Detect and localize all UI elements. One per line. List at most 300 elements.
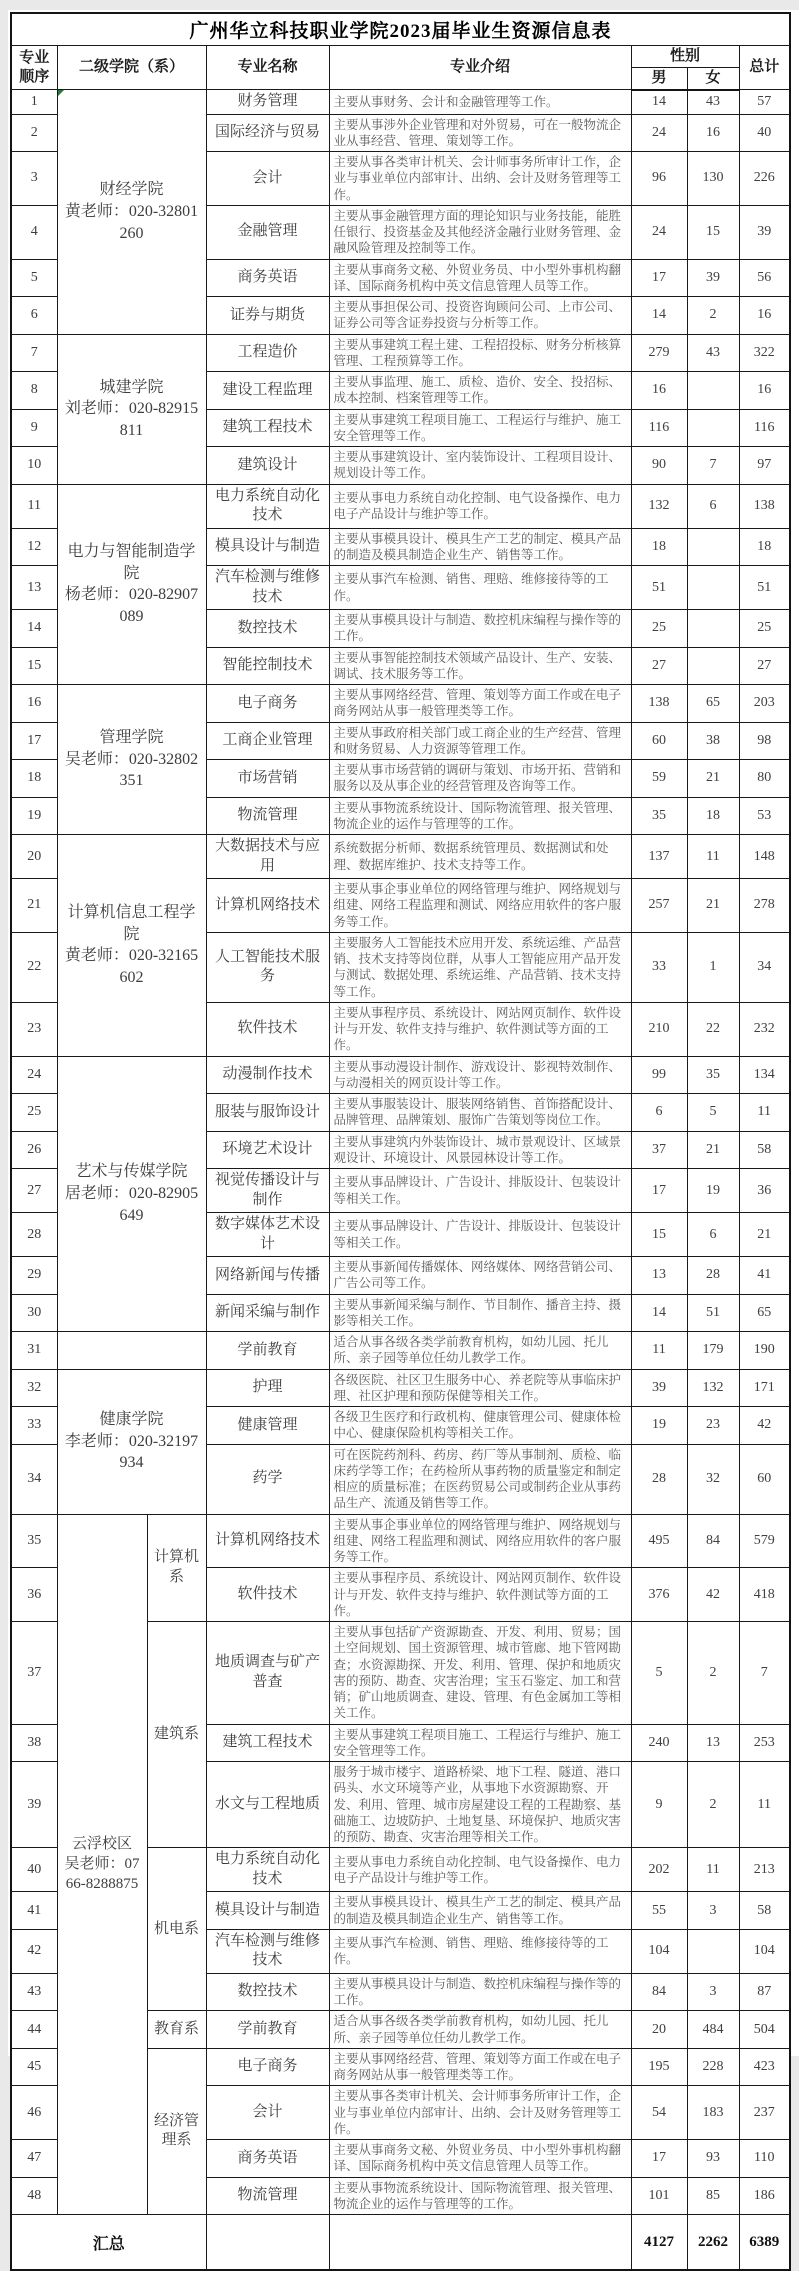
total-cell: 7 [739, 1622, 790, 1725]
header-total: 总计 [739, 46, 790, 90]
college-contact: 黄老师：020-32165602 [64, 947, 199, 986]
male-cell: 33 [631, 932, 687, 1002]
intro-cell: 服务于城市楼宇、道路桥梁、地下工程、隧道、港口码头、水文环境等产业，从事地下水资源勘察、开发、利用、管理、城市房屋建设工程的工程勘察、基础施工、边坡防护、土地复垦、环境保护、地质灾害的预防、勘查、灾害治理等相关工作。 [329, 1762, 631, 1848]
female-cell: 19 [687, 1169, 739, 1213]
major-cell: 计算机网络技术 [206, 879, 329, 933]
major-cell: 视觉传播设计与制作 [206, 1169, 329, 1213]
header-intro: 专业介绍 [329, 46, 631, 90]
college-cell [57, 835, 206, 1057]
total-cell: 504 [739, 2011, 790, 2049]
major-cell: 会计 [206, 152, 329, 206]
female-cell: 130 [687, 152, 739, 206]
order-cell: 31 [11, 1332, 57, 1370]
female-cell: 179 [687, 1332, 739, 1370]
male-cell: 257 [631, 879, 687, 933]
order-cell: 21 [11, 879, 57, 933]
male-cell: 37 [631, 1131, 687, 1169]
order-cell: 37 [11, 1622, 57, 1725]
major-cell: 软件技术 [206, 1568, 329, 1622]
intro-cell: 主要从事建筑工程项目施工、工程运行与维护、施工安全管理等工作。 [329, 409, 631, 447]
order-cell: 8 [11, 372, 57, 410]
header-gender: 性别 [631, 46, 739, 68]
major-cell: 市场营销 [206, 760, 329, 798]
major-cell: 商务英语 [206, 2140, 329, 2178]
male-cell: 17 [631, 259, 687, 297]
total-cell: 11 [739, 1762, 790, 1848]
total-cell: 60 [739, 1444, 790, 1514]
order-cell: 14 [11, 610, 57, 648]
title-row [11, 13, 790, 46]
major-cell: 软件技术 [206, 1002, 329, 1056]
female-cell: 85 [687, 2177, 739, 2215]
major-cell: 健康管理 [206, 1407, 329, 1445]
male-cell: 96 [631, 152, 687, 206]
total-cell: 418 [739, 1568, 790, 1622]
male-cell: 18 [631, 528, 687, 566]
header-male: 男 [631, 67, 687, 89]
order-cell: 12 [11, 528, 57, 566]
major-cell: 金融管理 [206, 205, 329, 259]
female-cell: 15 [687, 205, 739, 259]
female-cell: 22 [687, 1002, 739, 1056]
male-cell: 14 [631, 90, 687, 115]
table-row [11, 685, 790, 723]
major-cell: 电子商务 [206, 685, 329, 723]
female-cell: 6 [687, 484, 739, 528]
order-cell: 6 [11, 297, 57, 335]
dept-cell: 经济管理系 [147, 2048, 206, 2214]
order-cell: 43 [11, 1973, 57, 2011]
major-cell: 护理 [206, 1369, 329, 1407]
major-cell: 建设工程监理 [206, 372, 329, 410]
total-cell: 41 [739, 1257, 790, 1295]
intro-cell: 主要从事程序员、系统设计、网站网页制作、软件设计与开发、软件支持与维护、软件测试等方面的工作。 [329, 1568, 631, 1622]
total-cell: 579 [739, 1514, 790, 1568]
female-cell: 21 [687, 760, 739, 798]
intro-cell: 适合从事各级各类学前教育机构，如幼儿园、托儿所、亲子园等单位任幼儿教学工作。 [329, 2011, 631, 2049]
female-cell: 16 [687, 114, 739, 152]
total-cell: 51 [739, 566, 790, 610]
major-cell: 建筑设计 [206, 447, 329, 485]
total-cell: 237 [739, 2086, 790, 2140]
total-cell: 21 [739, 1213, 790, 1257]
table-row [11, 334, 790, 372]
campus-cell [57, 1514, 147, 2215]
intro-cell: 主要从事企事业单位的网络管理与维护、网络规划与组建、网络工程监理和测试、网络应用软件的客户服务等工作。 [329, 879, 631, 933]
total-cell: 278 [739, 879, 790, 933]
male-cell: 24 [631, 114, 687, 152]
male-cell: 104 [631, 1929, 687, 1973]
major-cell: 新闻采编与制作 [206, 1294, 329, 1332]
college-cell [57, 334, 206, 484]
total-cell: 97 [739, 447, 790, 485]
major-cell: 数控技术 [206, 610, 329, 648]
order-cell: 2 [11, 114, 57, 152]
major-cell: 地质调查与矿产普查 [206, 1622, 329, 1725]
female-cell: 13 [687, 1724, 739, 1762]
major-cell: 数字媒体艺术设计 [206, 1213, 329, 1257]
order-cell: 35 [11, 1514, 57, 1568]
order-cell: 20 [11, 835, 57, 879]
male-cell: 24 [631, 205, 687, 259]
total-cell: 58 [739, 1892, 790, 1930]
intro-cell: 主要从事智能控制技术领域产品设计、生产、安装、调试、技术服务等工作。 [329, 647, 631, 685]
total-cell: 213 [739, 1848, 790, 1892]
major-cell: 电子商务 [206, 2048, 329, 2086]
order-cell: 42 [11, 1929, 57, 1973]
college-cell [57, 90, 206, 335]
male-cell: 17 [631, 2140, 687, 2178]
major-cell: 模具设计与制造 [206, 1892, 329, 1930]
total-cell: 148 [739, 835, 790, 879]
order-cell: 10 [11, 447, 57, 485]
intro-cell: 主要从事建筑工程项目施工、工程运行与维护、施工安全管理等工作。 [329, 1724, 631, 1762]
order-cell: 41 [11, 1892, 57, 1930]
table-row [11, 1056, 790, 1094]
major-cell: 计算机网络技术 [206, 1514, 329, 1568]
major-cell: 数控技术 [206, 1973, 329, 2011]
header-major: 专业名称 [206, 46, 329, 90]
major-cell: 国际经济与贸易 [206, 114, 329, 152]
male-cell: 35 [631, 797, 687, 835]
intro-cell: 主要从事汽车检测、销售、理赔、维修接待等的工作。 [329, 566, 631, 610]
order-cell: 9 [11, 409, 57, 447]
major-cell: 汽车检测与维修技术 [206, 1929, 329, 1973]
female-cell [687, 1929, 739, 1973]
male-cell: 138 [631, 685, 687, 723]
total-cell: 36 [739, 1169, 790, 1213]
female-cell: 21 [687, 1131, 739, 1169]
cell-flag-triangle [58, 90, 64, 96]
intro-cell: 主要从事金融管理方面的理论知识与业务技能，能胜任银行、投资基金及其他经济金融行业财务管理、金融风险管理及控制等工作。 [329, 205, 631, 259]
intro-cell: 主要从事服装设计、服装网络销售、首饰搭配设计、品牌管理、品牌策划、服饰广告策划等岗位工作。 [329, 1094, 631, 1132]
female-cell: 18 [687, 797, 739, 835]
table-row [11, 90, 790, 115]
male-cell: 376 [631, 1568, 687, 1622]
intro-cell: 主要从事品牌设计、广告设计、排版设计、包装设计等相关工作。 [329, 1169, 631, 1213]
female-cell: 3 [687, 1892, 739, 1930]
male-cell: 51 [631, 566, 687, 610]
intro-cell: 主要从事汽车检测、销售、理赔、维修接待等的工作。 [329, 1929, 631, 1973]
table-row [11, 484, 790, 528]
intro-cell: 主要从事建筑工程土建、工程招投标、财务分析核算管理、工程预算等工作。 [329, 334, 631, 372]
female-cell: 228 [687, 2048, 739, 2086]
male-cell: 5 [631, 1622, 687, 1725]
male-cell: 27 [631, 647, 687, 685]
intro-cell: 主要从事网络经营、管理、策划等方面工作或在电子商务网站从事一般管理类等工作。 [329, 2048, 631, 2086]
college-contact: 杨老师：020-82907089 [64, 586, 199, 625]
female-cell: 65 [687, 685, 739, 723]
male-cell: 202 [631, 1848, 687, 1892]
female-cell [687, 409, 739, 447]
order-cell: 23 [11, 1002, 57, 1056]
total-cell: 134 [739, 1056, 790, 1094]
major-cell: 动漫制作技术 [206, 1056, 329, 1094]
table-row [11, 1332, 790, 1370]
order-cell: 11 [11, 484, 57, 528]
female-cell: 1 [687, 932, 739, 1002]
intro-cell: 主要从事程序员、系统设计、网站网页制作、软件设计与开发、软件支持与维护、软件测试等方面的工作。 [329, 1002, 631, 1056]
college-cell [57, 1056, 206, 1332]
summary-row [11, 2215, 790, 2271]
female-cell [687, 372, 739, 410]
female-cell [687, 566, 739, 610]
order-cell: 30 [11, 1294, 57, 1332]
female-cell [687, 647, 739, 685]
female-cell: 51 [687, 1294, 739, 1332]
dept-cell: 建筑系 [147, 1622, 206, 1848]
table-row [11, 1514, 790, 1568]
female-cell: 7 [687, 447, 739, 485]
female-cell: 43 [687, 334, 739, 372]
male-cell: 14 [631, 297, 687, 335]
total-cell: 190 [739, 1332, 790, 1370]
intro-cell: 主要从事市场营销的调研与策划、市场开拓、营销和服务以及从事企业的经营管理及咨询等工作。 [329, 760, 631, 798]
major-cell: 人工智能技术服务 [206, 932, 329, 1002]
intro-cell: 主要从事建筑内外装饰设计、城市景观设计、区域景观设计、环境设计、风景园林设计等工作。 [329, 1131, 631, 1169]
male-cell: 16 [631, 372, 687, 410]
intro-cell: 主要从事商务文秘、外贸业务员、中小型外事机构翻译、国际商务机构中英文信息管理人员等工作。 [329, 259, 631, 297]
order-cell: 7 [11, 334, 57, 372]
intro-cell: 系统数据分析师、数据系统管理员、数据测试和处理、数据库维护、技术支持等工作。 [329, 835, 631, 879]
male-cell: 11 [631, 1332, 687, 1370]
major-cell: 工程造价 [206, 334, 329, 372]
male-cell: 116 [631, 409, 687, 447]
order-cell: 32 [11, 1369, 57, 1407]
major-cell: 物流管理 [206, 2177, 329, 2215]
major-cell: 证券与期货 [206, 297, 329, 335]
major-cell: 学前教育 [206, 1332, 329, 1370]
intro-cell: 主要服务人工智能技术应用开发、系统运维、产品营销、技术支持等岗位群，从事人工智能应用产品开发与测试、数据处理、系统运维、产品营销、技术支持等工作。 [329, 932, 631, 1002]
table-body [11, 90, 790, 2215]
order-cell: 22 [11, 932, 57, 1002]
major-cell: 建筑工程技术 [206, 409, 329, 447]
male-cell: 13 [631, 1257, 687, 1295]
male-cell: 101 [631, 2177, 687, 2215]
female-cell: 11 [687, 1848, 739, 1892]
order-cell: 34 [11, 1444, 57, 1514]
male-cell: 20 [631, 2011, 687, 2049]
order-cell: 38 [11, 1724, 57, 1762]
intro-cell: 主要从事建筑设计、室内装饰设计、工程项目设计、规划设计等工作。 [329, 447, 631, 485]
college-name: 艺术与传媒学院 [75, 1163, 188, 1181]
intro-cell: 主要从事各类审计机关、会计师事务所审计工作，企业与事业单位内部审计、出纳、会计及财务管理等工作。 [329, 2086, 631, 2140]
male-cell: 28 [631, 1444, 687, 1514]
college-contact: 李老师：020-32197934 [64, 1432, 199, 1472]
female-cell: 38 [687, 722, 739, 760]
female-cell [687, 610, 739, 648]
header-college: 二级学院（系） [57, 46, 206, 90]
summary-empty-major [206, 2215, 329, 2271]
major-cell: 工商企业管理 [206, 722, 329, 760]
total-cell: 34 [739, 932, 790, 1002]
college-name: 健康学院 [99, 1411, 164, 1429]
female-cell: 5 [687, 1094, 739, 1132]
dept-cell: 计算机系 [147, 1514, 206, 1622]
intro-cell: 主要从事商务文秘、外贸业务员、中小型外事机构翻译、国际商务机构中英文信息管理人员等工作。 [329, 2140, 631, 2178]
college-cell [57, 685, 206, 835]
summary-total: 6389 [739, 2215, 790, 2271]
total-cell: 253 [739, 1724, 790, 1762]
order-cell: 13 [11, 566, 57, 610]
major-cell: 模具设计与制造 [206, 528, 329, 566]
total-cell: 104 [739, 1929, 790, 1973]
intro-cell: 主要从事财务、会计和金融管理等工作。 [329, 90, 631, 115]
intro-cell: 主要从事电力系统自动化控制、电气设备操作、电力电子产品设计与维护等工作。 [329, 484, 631, 528]
intro-cell: 各级卫生医疗和行政机构、健康管理公司、健康体检中心、健康保险机构等相关工作。 [329, 1407, 631, 1445]
total-cell: 232 [739, 1002, 790, 1056]
intro-cell: 主要从事电力系统自动化控制、电气设备操作、电力电子产品设计与维护等工作。 [329, 1848, 631, 1892]
major-cell: 学前教育 [206, 2011, 329, 2049]
campus-name: 云浮校区 [71, 1835, 132, 1852]
college-name: 财经学院 [99, 181, 164, 199]
order-cell: 26 [11, 1131, 57, 1169]
major-cell: 药学 [206, 1444, 329, 1514]
male-cell: 25 [631, 610, 687, 648]
intro-cell: 主要从事监理、施工、质检、造价、安全、投招标、成本控制、档案管理等工作。 [329, 372, 631, 410]
intro-cell: 适合从事各级各类学前教育机构，如幼儿园、托儿所、亲子园等单位任幼儿教学工作。 [329, 1332, 631, 1370]
intro-cell: 可在医院药剂科、药房、药厂等从事制剂、质检、临床药学等工作；在药检所从事药物的质量鉴定和制定相应的质量标准；在医药贸易公司或制药企业从事药品生产、流通及销售等工作。 [329, 1444, 631, 1514]
total-cell: 25 [739, 610, 790, 648]
total-cell: 39 [739, 205, 790, 259]
total-cell: 423 [739, 2048, 790, 2086]
major-cell: 财务管理 [206, 90, 329, 115]
order-cell: 3 [11, 152, 57, 206]
college-name: 城建学院 [99, 378, 164, 396]
college-contact: 黄老师：020-32801260 [64, 202, 199, 242]
college-name: 电力与智能制造学院 [67, 543, 196, 582]
graduate-table [10, 12, 791, 2271]
female-cell: 3 [687, 1973, 739, 2011]
female-cell: 32 [687, 1444, 739, 1514]
summary-female: 2262 [687, 2215, 739, 2271]
college-contact: 居老师：020-82905649 [64, 1184, 199, 1224]
order-cell: 48 [11, 2177, 57, 2215]
female-cell: 484 [687, 2011, 739, 2049]
female-cell: 43 [687, 90, 739, 115]
intro-cell: 主要从事模具设计、模具生产工艺的制定、模具产品的制造及模具制造企业生产、销售等工作。 [329, 1892, 631, 1930]
intro-cell: 主要从事新闻传播媒体、网络媒体、网络营销公司、广告公司等工作。 [329, 1257, 631, 1295]
intro-cell: 主要从事包括矿产资源勘查、开发、利用、贸易；国土空间规划、国土资源管理、城市管廊、地下管网勘查；水资源勘探、开发、利用、管理、保护和地质灾害的预防、勘查、灾害治理；宝玉石鉴定、加工和营销；矿山地质调查、建设、管理、有色金属加工等相关工作。 [329, 1622, 631, 1725]
male-cell: 54 [631, 2086, 687, 2140]
intro-cell: 主要从事担保公司、投资咨询顾问公司、上市公司、证券公司等含证券投资与分析等工作。 [329, 297, 631, 335]
male-cell: 99 [631, 1056, 687, 1094]
order-cell: 47 [11, 2140, 57, 2178]
intro-cell: 主要从事政府相关部门或工商企业的生产经营、管理和财务贸易、人力资源等管理工作。 [329, 722, 631, 760]
male-cell: 55 [631, 1892, 687, 1930]
intro-cell: 主要从事物流系统设计、国际物流管理、报关管理、物流企业的运作与管理等的工作。 [329, 2177, 631, 2215]
intro-cell: 主要从事网络经营、管理、策划等方面工作或在电子商务网站从事一般管理类等工作。 [329, 685, 631, 723]
order-cell: 29 [11, 1257, 57, 1295]
intro-cell: 主要从事各类审计机关、会计师事务所审计工作，企业与事业单位内部审计、出纳、会计及财务管理等工作。 [329, 152, 631, 206]
major-cell: 物流管理 [206, 797, 329, 835]
order-cell: 39 [11, 1762, 57, 1848]
major-cell: 网络新闻与传播 [206, 1257, 329, 1295]
female-cell: 183 [687, 2086, 739, 2140]
female-cell: 23 [687, 1407, 739, 1445]
order-cell: 17 [11, 722, 57, 760]
major-cell: 大数据技术与应用 [206, 835, 329, 879]
male-cell: 132 [631, 484, 687, 528]
college-cell [57, 484, 206, 685]
female-cell: 2 [687, 297, 739, 335]
total-cell: 27 [739, 647, 790, 685]
order-cell: 16 [11, 685, 57, 723]
order-cell: 25 [11, 1094, 57, 1132]
female-cell: 28 [687, 1257, 739, 1295]
total-cell: 18 [739, 528, 790, 566]
male-cell: 17 [631, 1169, 687, 1213]
total-cell: 322 [739, 334, 790, 372]
total-cell: 226 [739, 152, 790, 206]
order-cell: 4 [11, 205, 57, 259]
total-cell: 110 [739, 2140, 790, 2178]
major-cell: 服装与服饰设计 [206, 1094, 329, 1132]
male-cell: 15 [631, 1213, 687, 1257]
male-cell: 495 [631, 1514, 687, 1568]
major-cell: 建筑工程技术 [206, 1724, 329, 1762]
college-cell [57, 1369, 206, 1514]
order-cell: 19 [11, 797, 57, 835]
college-contact: 刘老师：020-82915811 [64, 400, 199, 439]
total-cell: 58 [739, 1131, 790, 1169]
header-row-1 [11, 46, 790, 68]
male-cell: 9 [631, 1762, 687, 1848]
female-cell: 2 [687, 1622, 739, 1725]
male-cell: 59 [631, 760, 687, 798]
summary-empty-intro [329, 2215, 631, 2271]
intro-cell: 各级医院、社区卫生服务中心、养老院等从事临床护理、社区护理和预防保健等相关工作。 [329, 1369, 631, 1407]
order-cell: 44 [11, 2011, 57, 2049]
table-row [11, 1369, 790, 1407]
intro-cell: 主要从事品牌设计、广告设计、排版设计、包装设计等相关工作。 [329, 1213, 631, 1257]
intro-cell: 主要从事模具设计与制造、数控机床编程与操作等的工作。 [329, 610, 631, 648]
female-cell: 35 [687, 1056, 739, 1094]
order-cell: 1 [11, 90, 57, 115]
female-cell: 11 [687, 835, 739, 879]
major-cell: 电力系统自动化技术 [206, 484, 329, 528]
female-cell: 2 [687, 1762, 739, 1848]
total-cell: 16 [739, 297, 790, 335]
intro-cell: 主要从事物流系统设计、国际物流管理、报关管理、物流企业的运作与管理等的工作。 [329, 797, 631, 835]
order-cell: 40 [11, 1848, 57, 1892]
male-cell: 90 [631, 447, 687, 485]
male-cell: 14 [631, 1294, 687, 1332]
order-cell: 45 [11, 2048, 57, 2086]
male-cell: 240 [631, 1724, 687, 1762]
total-cell: 98 [739, 722, 790, 760]
male-cell: 210 [631, 1002, 687, 1056]
college-cell [57, 1332, 206, 1370]
total-cell: 186 [739, 2177, 790, 2215]
intro-cell: 主要从事模具设计与制造、数控机床编程与操作等的工作。 [329, 1973, 631, 2011]
summary-male: 4127 [631, 2215, 687, 2271]
major-cell: 汽车检测与维修技术 [206, 566, 329, 610]
intro-cell: 主要从事企事业单位的网络管理与维护、网络规划与组建、网络工程监理和测试、网络应用软件的客户服务等工作。 [329, 1514, 631, 1568]
total-cell: 16 [739, 372, 790, 410]
total-cell: 87 [739, 1973, 790, 2011]
dept-cell: 机电系 [147, 1848, 206, 2011]
total-cell: 116 [739, 409, 790, 447]
total-cell: 203 [739, 685, 790, 723]
total-cell: 42 [739, 1407, 790, 1445]
female-cell: 6 [687, 1213, 739, 1257]
female-cell: 39 [687, 259, 739, 297]
order-cell: 24 [11, 1056, 57, 1094]
male-cell: 195 [631, 2048, 687, 2086]
female-cell: 21 [687, 879, 739, 933]
total-cell: 57 [739, 90, 790, 115]
